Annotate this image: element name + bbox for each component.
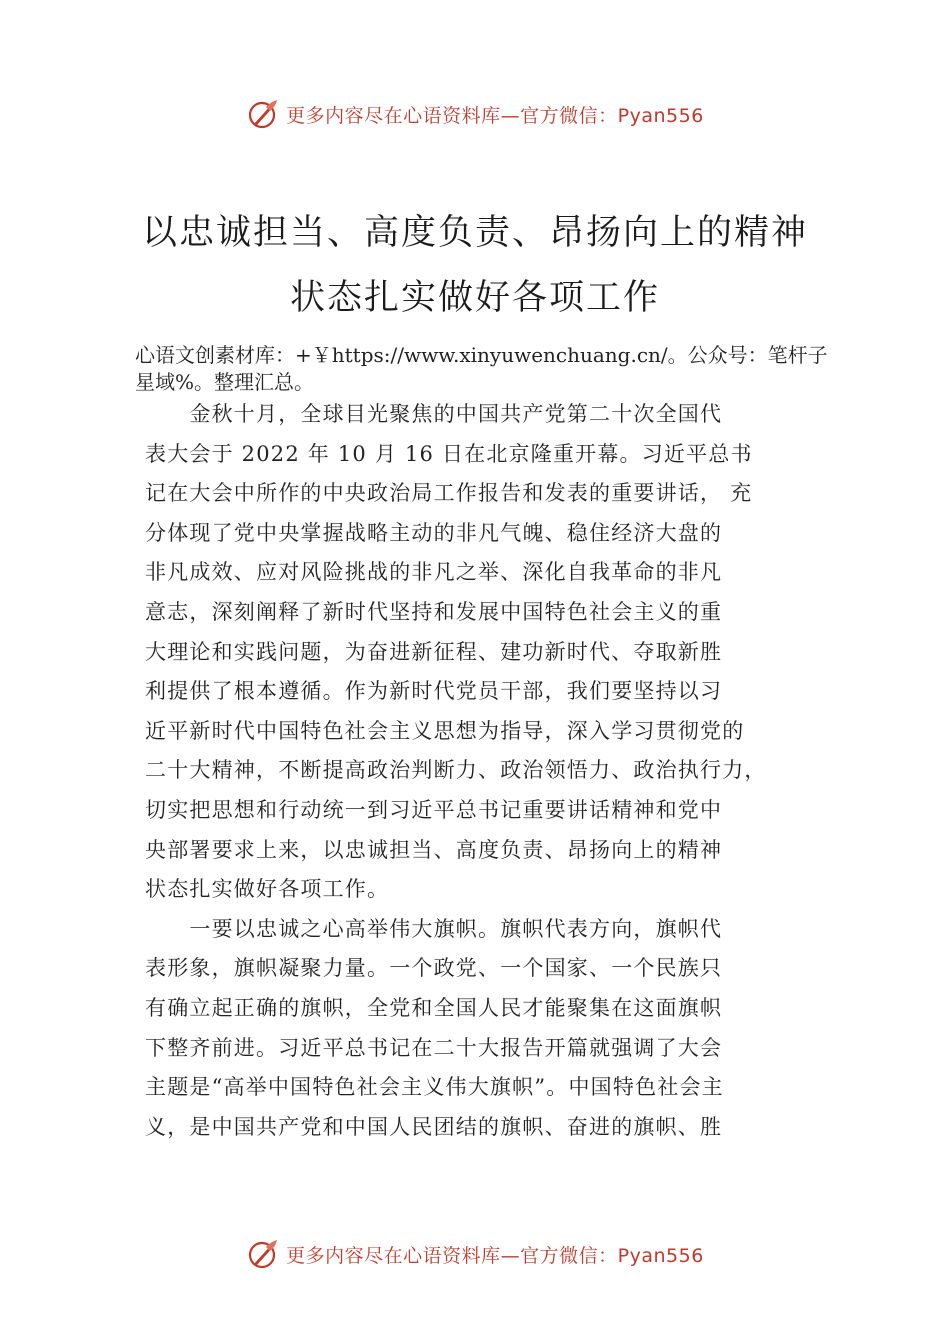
body-line: 表形象，旗帜凝聚力量。一个政党、一个国家、一个民族只 — [145, 956, 723, 981]
body-line: 分体现了党中央掌握战略主动的非凡气魄、稳住经济大盘的 — [145, 520, 723, 545]
body-line: 切实把思想和行动统一到习近平总书记重要讲话精神和党中 — [145, 798, 723, 822]
quill-logo-icon — [246, 1237, 280, 1271]
body-line: 下整齐前进。习近平总书记在二十大报告开篇就强调了大会 — [145, 1035, 723, 1060]
body-line: 利提供了根本遵循。作为新时代党员干部，我们要坚持以习 — [145, 679, 723, 704]
source-note: 心语文创素材库：+￥https://www.xinyuwenchuang.cn/。公众号：笔杆子星域%。整理汇总。 — [135, 343, 828, 394]
body-line: 央部署要求上来，以忠诚担当、高度负责、昂扬向上的精神 — [145, 837, 723, 862]
quill-logo-icon — [246, 97, 280, 131]
document-title-line-2: 状态扎实做好各项工作 — [289, 278, 660, 318]
document-title-line-1: 以忠诚担当、高度负责、昂扬向上的精神 — [141, 213, 808, 253]
body-line: 义，是中国共产党和中国人民团结的旗帜、奋进的旗帜、胜 — [145, 1114, 723, 1139]
banner-text: 更多内容尽在心语资料库—官方微信：Pyan556 — [286, 104, 704, 127]
body-line: 金秋十月，全球目光聚焦的中国共产党第二十次全国代 — [145, 402, 723, 426]
wechat-id: Pyan556 — [617, 104, 704, 127]
body-line: 一要以忠诚之心高举伟大旗帜。旗帜代表方向，旗帜代 — [145, 916, 723, 941]
body-line: 二十大精神，不断提高政治判断力、政治领悟力、政治执行力， — [145, 758, 767, 783]
body-line: 近平新时代中国特色社会主义思想为指导，深入学习贯彻党的 — [145, 718, 745, 743]
footer-watermark-banner — [0, 1234, 950, 1274]
body-line: 表大会于 2022 年 10 月 16 日在北京隆重开幕。习近平总书 — [145, 441, 753, 466]
body-line: 状态扎实做好各项工作。 — [145, 877, 390, 902]
banner-text: 更多内容尽在心语资料库—官方微信：Pyan556 — [286, 1244, 704, 1267]
body-line: 主题是“高举中国特色社会主义伟大旗帜”。中国特色社会主 — [145, 1075, 724, 1100]
body-line: 意志，深刻阐释了新时代坚持和发展中国特色社会主义的重 — [145, 600, 723, 624]
body-line: 大理论和实践问题，为奋进新征程、建功新时代、夺取新胜 — [145, 639, 723, 664]
header-watermark-banner — [0, 94, 950, 134]
wechat-id: Pyan556 — [617, 1244, 704, 1267]
body-line: 非凡成效、应对风险挑战的非凡之举、深化自我革命的非凡 — [145, 560, 723, 585]
body-line: 有确立起正确的旗帜，全党和全国人民才能聚集在这面旗帜 — [145, 996, 723, 1020]
body-line: 记在大会中所作的中央政治局工作报告和发表的重要讲话， 充 — [145, 481, 753, 506]
